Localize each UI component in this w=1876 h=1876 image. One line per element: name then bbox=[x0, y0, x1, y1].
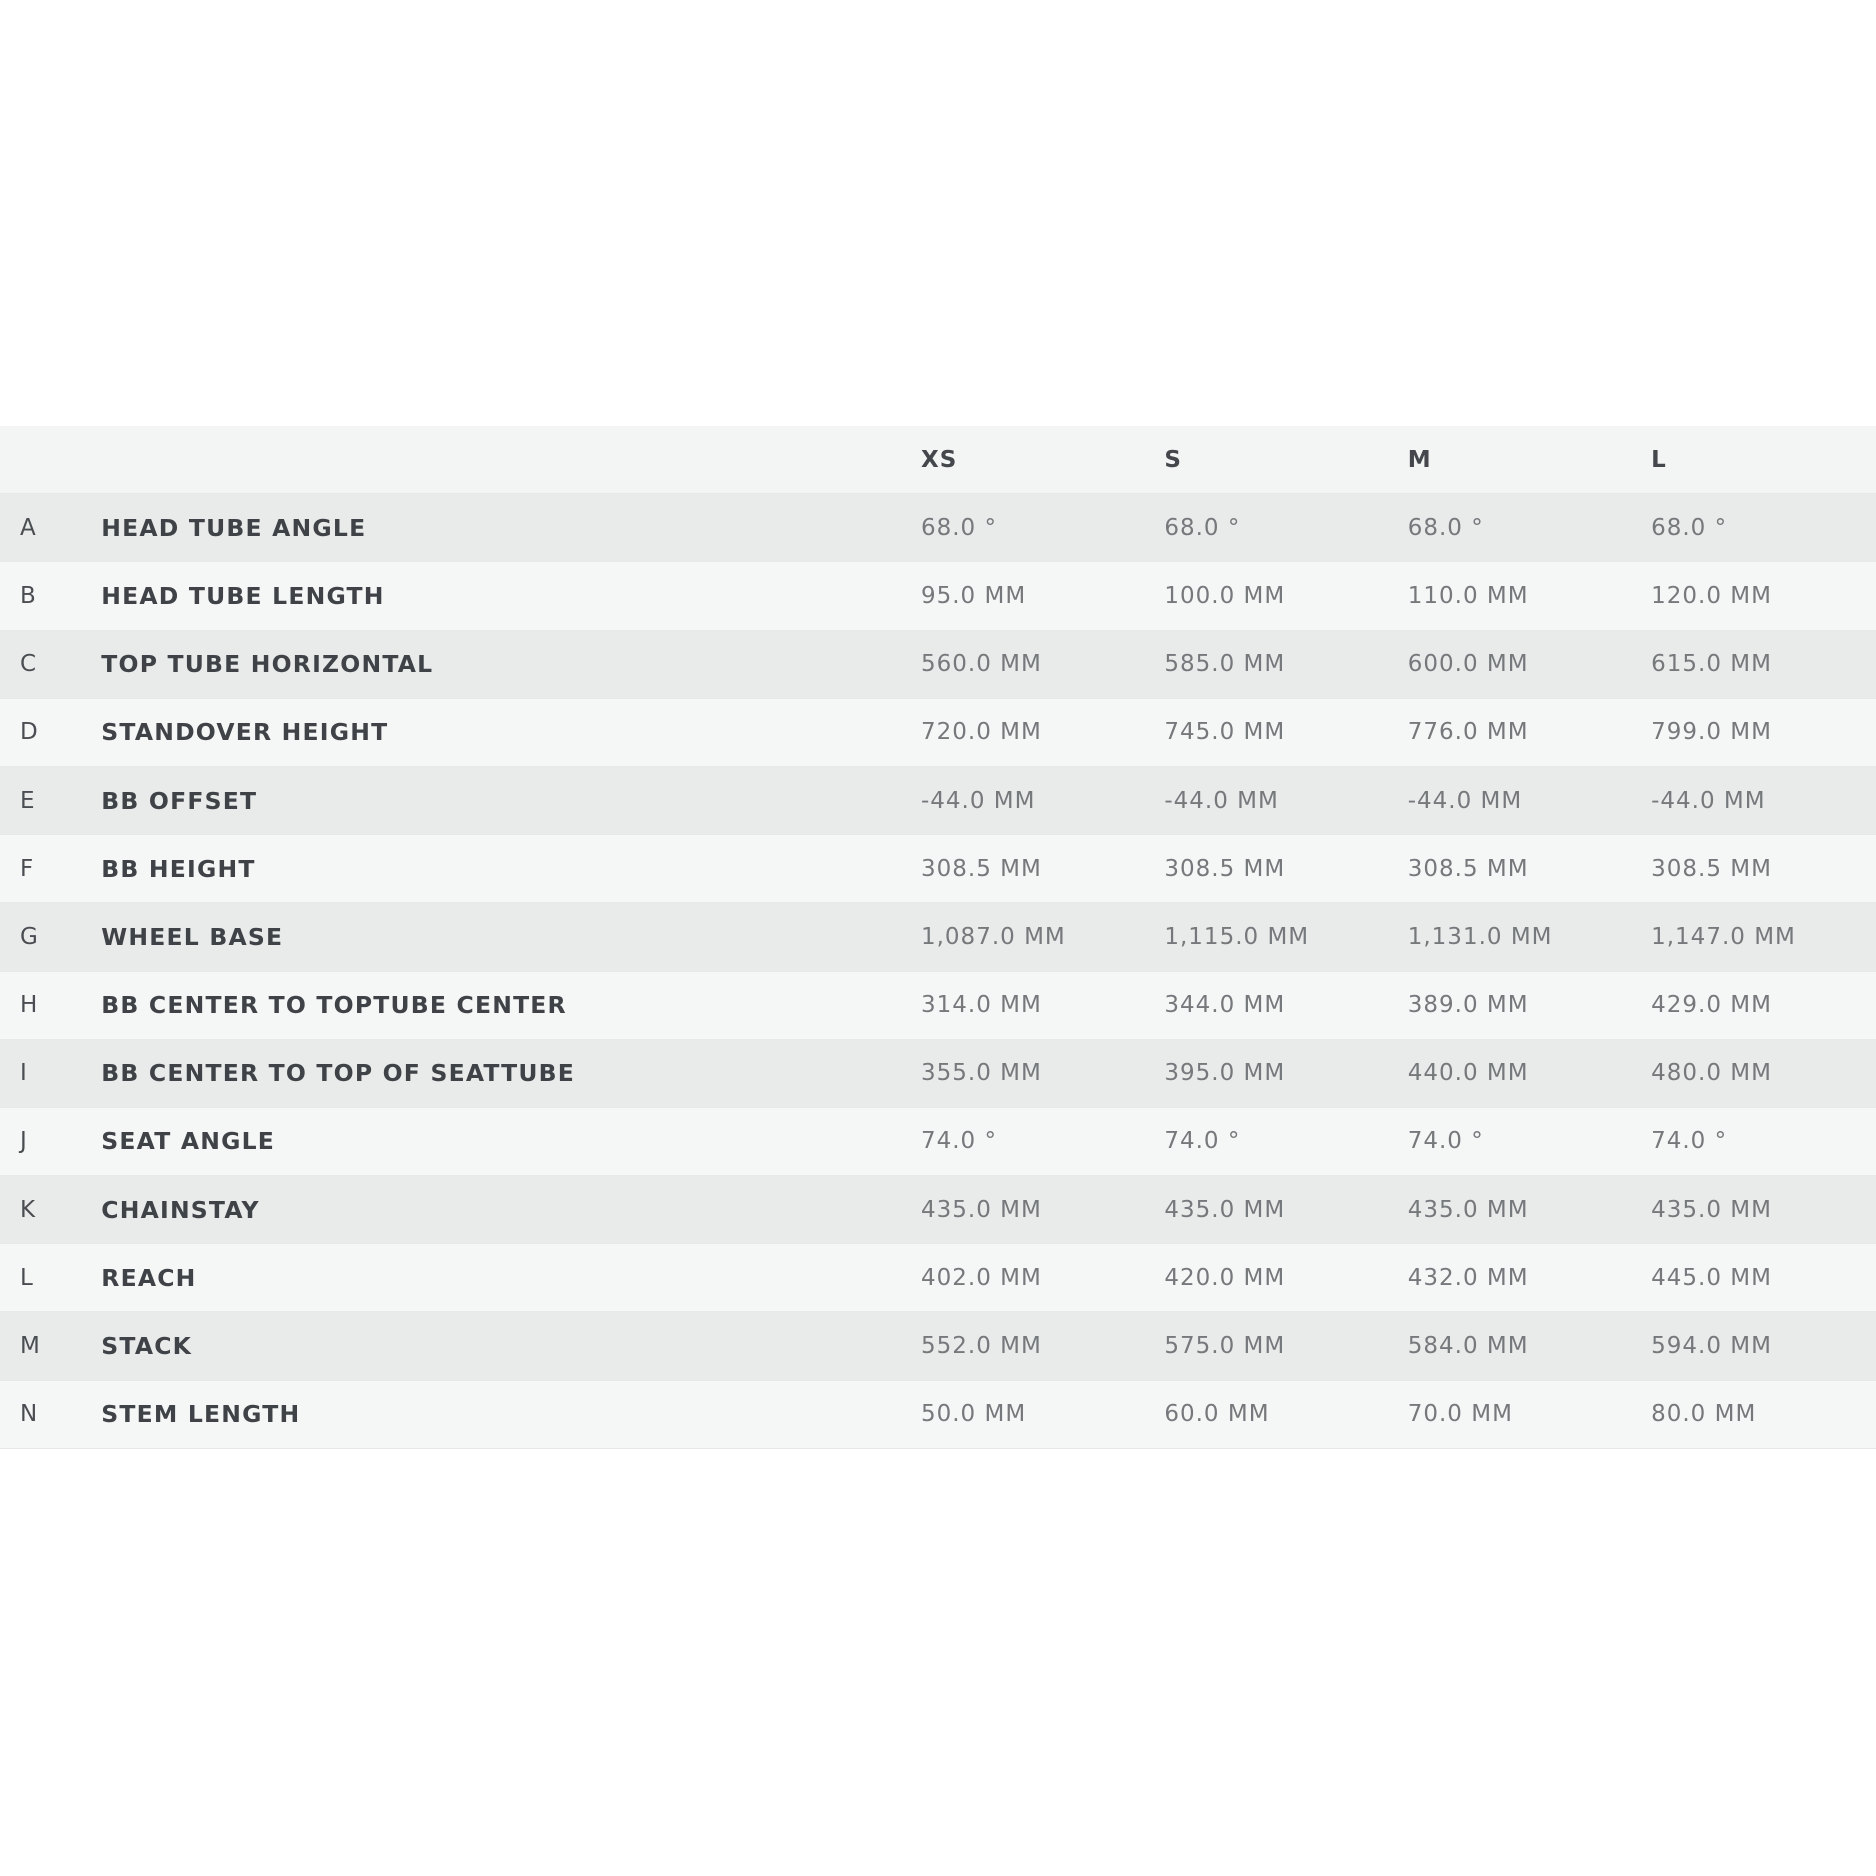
row-value-l: 1,147.0 MM bbox=[1651, 923, 1796, 950]
row-letter: H bbox=[20, 992, 38, 1019]
row-value-s: 344.0 MM bbox=[1164, 992, 1286, 1019]
row-value-m: 432.0 MM bbox=[1407, 1264, 1529, 1291]
table-row bbox=[0, 972, 1876, 1040]
row-value-l: 435.0 MM bbox=[1651, 1196, 1772, 1223]
row-value-s: 420.0 MM bbox=[1164, 1264, 1286, 1291]
table-row bbox=[0, 562, 1876, 630]
table-row bbox=[0, 903, 1876, 971]
row-value-xs: 402.0 MM bbox=[920, 1264, 1042, 1291]
row-measurement-name: BB OFFSET bbox=[101, 786, 258, 815]
row-letter: M bbox=[20, 1333, 41, 1360]
row-value-s: 60.0 MM bbox=[1164, 1401, 1270, 1428]
table-row bbox=[0, 1381, 1876, 1449]
row-value-s: 74.0 ° bbox=[1164, 1128, 1241, 1155]
row-measurement-name: HEAD TUBE ANGLE bbox=[101, 513, 367, 542]
row-value-xs: -44.0 MM bbox=[920, 787, 1036, 814]
table-row bbox=[0, 767, 1876, 835]
row-value-m: 70.0 MM bbox=[1407, 1401, 1513, 1428]
row-value-xs: 560.0 MM bbox=[920, 651, 1042, 678]
row-measurement-name: STACK bbox=[101, 1332, 193, 1361]
column-header-m: M bbox=[1407, 446, 1432, 473]
row-measurement-name: BB HEIGHT bbox=[101, 854, 256, 883]
row-value-l: 308.5 MM bbox=[1651, 855, 1772, 882]
row-value-m: 68.0 ° bbox=[1407, 514, 1484, 541]
row-value-m: -44.0 MM bbox=[1407, 787, 1523, 814]
column-header-l: L bbox=[1651, 446, 1667, 473]
row-value-l: -44.0 MM bbox=[1651, 787, 1766, 814]
row-value-s: 1,115.0 MM bbox=[1164, 923, 1310, 950]
row-measurement-name: STEM LENGTH bbox=[101, 1400, 301, 1429]
row-measurement-name: SEAT ANGLE bbox=[101, 1127, 276, 1156]
row-letter: E bbox=[20, 787, 36, 814]
row-letter: B bbox=[20, 582, 37, 609]
row-value-m: 776.0 MM bbox=[1407, 719, 1529, 746]
row-value-s: 435.0 MM bbox=[1164, 1196, 1286, 1223]
table-row bbox=[0, 1244, 1876, 1312]
table-row bbox=[0, 1108, 1876, 1176]
row-letter: J bbox=[20, 1128, 28, 1155]
row-value-l: 445.0 MM bbox=[1651, 1264, 1772, 1291]
row-value-m: 600.0 MM bbox=[1407, 651, 1529, 678]
row-value-l: 120.0 MM bbox=[1651, 582, 1772, 609]
row-measurement-name: STANDOVER HEIGHT bbox=[101, 718, 389, 747]
table-row bbox=[0, 494, 1876, 562]
row-value-m: 389.0 MM bbox=[1407, 992, 1529, 1019]
row-value-l: 615.0 MM bbox=[1651, 651, 1772, 678]
row-value-m: 74.0 ° bbox=[1407, 1128, 1484, 1155]
row-value-l: 74.0 ° bbox=[1651, 1128, 1728, 1155]
row-measurement-name: CHAINSTAY bbox=[101, 1195, 260, 1224]
row-letter: I bbox=[20, 1060, 28, 1087]
row-value-s: 575.0 MM bbox=[1164, 1333, 1286, 1360]
geometry-table bbox=[0, 426, 1876, 1449]
row-letter: A bbox=[20, 514, 37, 541]
row-value-l: 429.0 MM bbox=[1651, 992, 1772, 1019]
row-value-xs: 68.0 ° bbox=[920, 514, 998, 541]
row-value-s: 100.0 MM bbox=[1164, 582, 1286, 609]
row-value-xs: 552.0 MM bbox=[920, 1333, 1042, 1360]
table-row bbox=[0, 1040, 1876, 1108]
row-letter: N bbox=[20, 1401, 38, 1428]
table-header-row bbox=[0, 426, 1876, 494]
table-row bbox=[0, 699, 1876, 767]
row-value-xs: 95.0 MM bbox=[920, 582, 1027, 609]
row-value-xs: 355.0 MM bbox=[920, 1060, 1042, 1087]
row-value-m: 110.0 MM bbox=[1407, 582, 1529, 609]
row-measurement-name: TOP TUBE HORIZONTAL bbox=[101, 650, 434, 679]
row-value-l: 480.0 MM bbox=[1651, 1060, 1772, 1087]
row-value-s: 68.0 ° bbox=[1164, 514, 1241, 541]
row-value-s: 745.0 MM bbox=[1164, 719, 1286, 746]
column-header-xs: XS bbox=[920, 446, 958, 473]
row-value-xs: 1,087.0 MM bbox=[920, 923, 1066, 950]
row-value-m: 435.0 MM bbox=[1407, 1196, 1529, 1223]
row-value-xs: 435.0 MM bbox=[920, 1196, 1042, 1223]
row-value-s: 585.0 MM bbox=[1164, 651, 1286, 678]
row-value-xs: 50.0 MM bbox=[920, 1401, 1027, 1428]
row-measurement-name: WHEEL BASE bbox=[101, 922, 284, 951]
row-value-xs: 308.5 MM bbox=[920, 855, 1042, 882]
row-value-l: 68.0 ° bbox=[1651, 514, 1728, 541]
column-header-s: S bbox=[1164, 446, 1182, 473]
row-value-s: 308.5 MM bbox=[1164, 855, 1286, 882]
table-row bbox=[0, 1176, 1876, 1244]
row-letter: L bbox=[20, 1264, 34, 1291]
row-measurement-name: BB CENTER TO TOPTUBE CENTER bbox=[101, 991, 567, 1020]
row-value-s: -44.0 MM bbox=[1164, 787, 1279, 814]
row-value-xs: 314.0 MM bbox=[920, 992, 1042, 1019]
row-value-xs: 74.0 ° bbox=[920, 1128, 998, 1155]
row-value-s: 395.0 MM bbox=[1164, 1060, 1286, 1087]
row-measurement-name: BB CENTER TO TOP OF SEATTUBE bbox=[101, 1059, 576, 1088]
row-letter: K bbox=[20, 1196, 36, 1223]
row-value-xs: 720.0 MM bbox=[920, 719, 1042, 746]
row-measurement-name: REACH bbox=[101, 1263, 197, 1292]
row-value-m: 1,131.0 MM bbox=[1407, 923, 1553, 950]
row-value-l: 594.0 MM bbox=[1651, 1333, 1772, 1360]
table-row bbox=[0, 1312, 1876, 1380]
row-value-l: 80.0 MM bbox=[1651, 1401, 1757, 1428]
row-value-m: 584.0 MM bbox=[1407, 1333, 1529, 1360]
row-value-l: 799.0 MM bbox=[1651, 719, 1772, 746]
row-letter: F bbox=[20, 855, 34, 882]
row-letter: C bbox=[20, 651, 37, 678]
row-letter: D bbox=[20, 719, 39, 746]
row-measurement-name: HEAD TUBE LENGTH bbox=[101, 581, 385, 610]
row-letter: G bbox=[20, 923, 39, 950]
row-value-m: 440.0 MM bbox=[1407, 1060, 1529, 1087]
row-value-m: 308.5 MM bbox=[1407, 855, 1529, 882]
table-row bbox=[0, 835, 1876, 903]
table-row bbox=[0, 631, 1876, 699]
